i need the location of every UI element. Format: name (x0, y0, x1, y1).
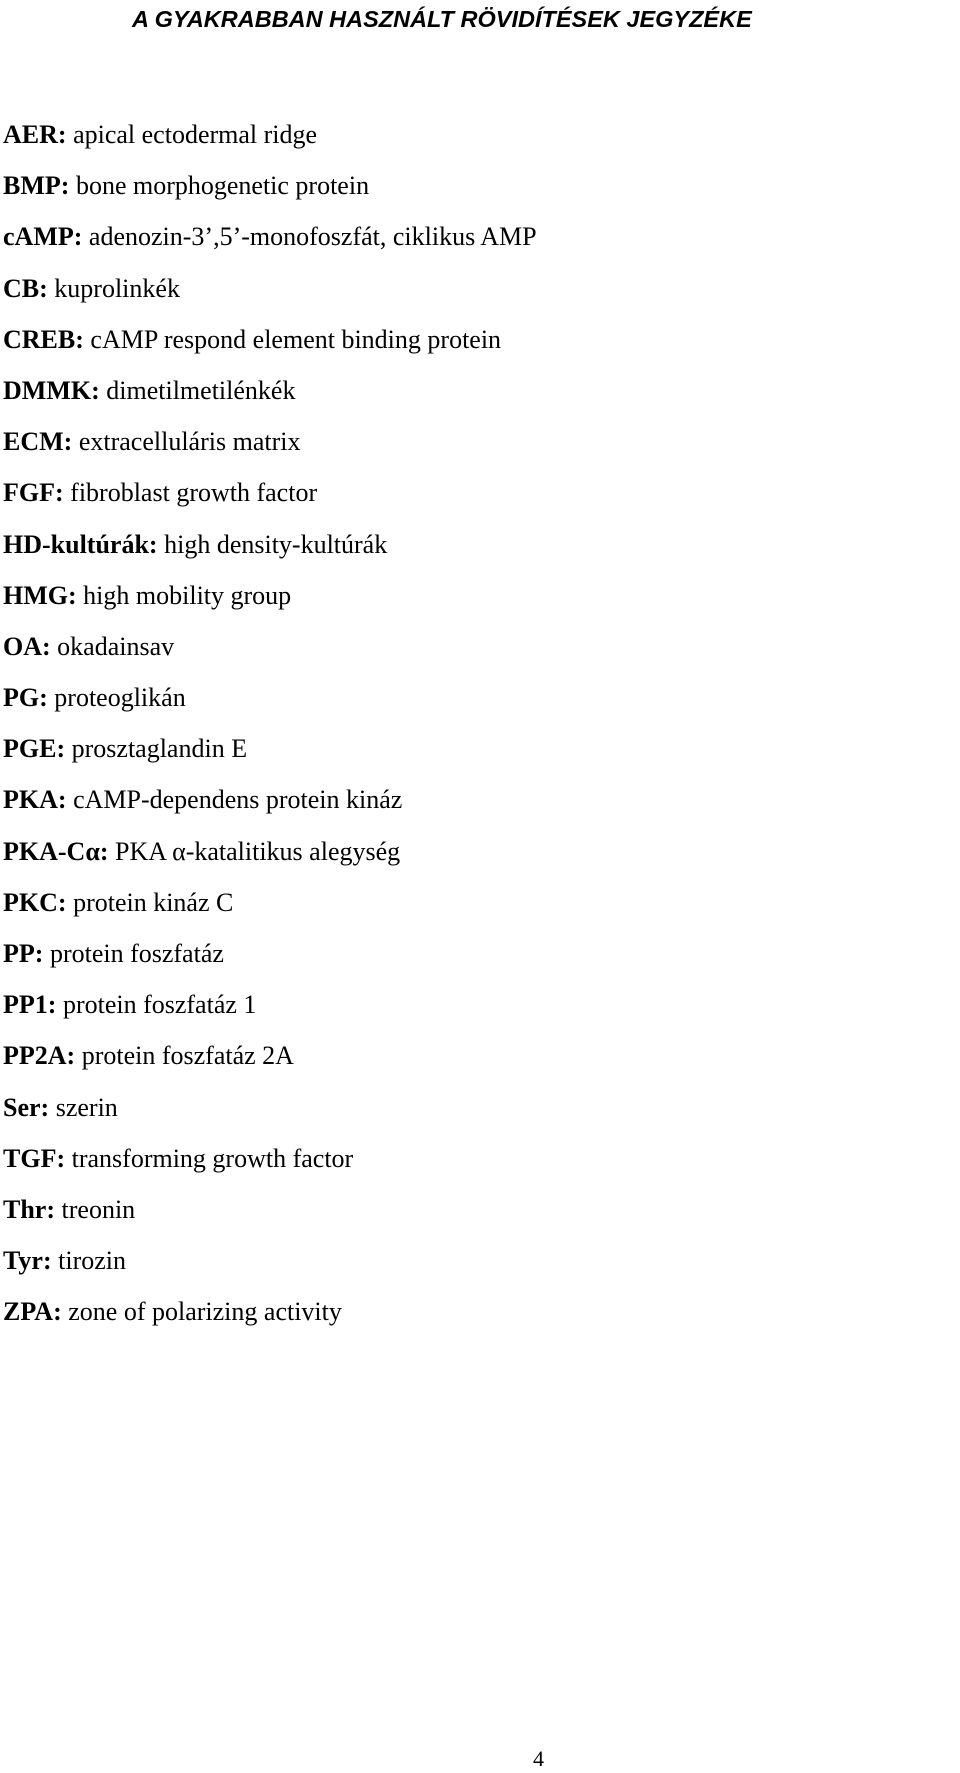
abbreviation-definition: szerin (55, 1092, 118, 1122)
abbreviation-separator: : (91, 375, 100, 405)
abbreviation-definition: apical ectodermal ridge (73, 120, 318, 149)
abbreviation-item (3, 939, 537, 990)
abbreviation-separator: : (46, 1194, 56, 1224)
abbreviation-item (3, 632, 537, 683)
abbreviation-list (3, 120, 537, 1349)
abbreviation-separator: : (57, 120, 67, 149)
abbreviation-term: BMP (3, 171, 61, 201)
abbreviation-definition: treonin (61, 1194, 136, 1224)
abbreviation-separator: : (56, 734, 66, 764)
abbreviation-separator: : (42, 631, 51, 661)
abbreviation-separator: : (57, 785, 67, 815)
abbreviation-item (3, 581, 537, 632)
abbreviation-term: FGF (3, 478, 55, 508)
abbreviation-item (3, 1144, 537, 1195)
abbreviation-separator: : (73, 222, 83, 252)
page-number: 4 (533, 1746, 544, 1771)
abbreviation-term: PKA-Cα (3, 836, 100, 866)
abbreviation-item (3, 478, 537, 529)
abbreviation-separator: : (57, 887, 67, 917)
abbreviation-separator: : (53, 1297, 62, 1327)
abbreviation-term: TGF (3, 1143, 57, 1173)
abbreviation-term: Thr (3, 1194, 47, 1224)
abbreviation-definition: dimetilmetilénkék (106, 375, 296, 405)
abbreviation-term: PP (3, 939, 35, 968)
abbreviation-term: ECM (3, 427, 64, 457)
abbreviation-term: Ser (3, 1092, 41, 1122)
abbreviation-definition: cAMP-dependens protein kináz (73, 785, 403, 815)
abbreviation-definition: kuprolinkék (54, 273, 180, 303)
abbreviation-item (3, 1246, 537, 1297)
abbreviation-separator: : (47, 990, 57, 1020)
abbreviation-definition: extracelluláris matrix (78, 427, 301, 457)
abbreviation-item (3, 734, 537, 785)
abbreviation-term: CB (3, 273, 40, 303)
abbreviation-definition: proteoglikán (54, 683, 186, 713)
abbreviation-term: OA (3, 631, 42, 661)
abbreviation-definition: bone morphogenetic protein (75, 171, 370, 201)
abbreviation-definition: protein kináz C (73, 887, 234, 917)
abbreviation-item (3, 683, 537, 734)
abbreviation-item (3, 990, 537, 1041)
abbreviation-term: PG (3, 683, 40, 713)
abbreviation-term: PP2A (3, 1041, 67, 1071)
abbreviation-item (3, 274, 537, 325)
abbreviation-definition: protein foszfatáz (49, 939, 224, 968)
abbreviation-separator: : (55, 478, 64, 508)
page-title: A GYAKRABBAN HASZNÁLT RÖVIDÍTÉSEK JEGYZÉKE (132, 6, 752, 32)
abbreviation-definition: cAMP respond element binding protein (90, 324, 502, 354)
abbreviation-separator: : (40, 1092, 50, 1122)
abbreviation-separator: : (56, 1143, 66, 1173)
abbreviation-separator: : (42, 1246, 52, 1276)
abbreviation-term: CREB (3, 324, 76, 354)
abbreviation-item (3, 1297, 537, 1348)
abbreviation-separator: : (68, 580, 77, 610)
abbreviation-item (3, 1093, 537, 1144)
abbreviation-item (3, 1041, 537, 1092)
abbreviation-item (3, 120, 537, 171)
abbreviation-item (3, 785, 537, 836)
abbreviation-definition: high density-kultúrák (164, 529, 388, 559)
abbreviation-item (3, 171, 537, 222)
abbreviation-separator: : (60, 171, 70, 201)
abbreviation-definition: prosztaglandin E (71, 734, 248, 764)
abbreviation-term: PGE (3, 734, 57, 764)
abbreviation-definition: PKA α-katalitikus alegység (115, 836, 401, 866)
abbreviation-item (3, 427, 537, 478)
abbreviation-separator: : (63, 427, 73, 457)
abbreviation-separator: : (148, 529, 158, 559)
abbreviation-term: AER (3, 120, 58, 149)
abbreviation-definition: high mobility group (83, 580, 292, 610)
abbreviation-separator: : (66, 1041, 76, 1071)
abbreviation-term: ZPA (3, 1297, 54, 1327)
abbreviation-term: PKC (3, 887, 58, 917)
abbreviation-item (3, 325, 537, 376)
abbreviation-term: HMG (3, 580, 68, 610)
abbreviation-definition: protein foszfatáz 1 (62, 990, 257, 1020)
abbreviation-item (3, 530, 537, 581)
abbreviation-definition: okadainsav (57, 631, 175, 661)
abbreviation-definition: zone of polarizing activity (68, 1297, 342, 1327)
abbreviation-term: cAMP (3, 222, 74, 252)
abbreviation-separator: : (99, 836, 109, 866)
abbreviation-item (3, 837, 537, 888)
abbreviation-definition: tirozin (58, 1246, 126, 1276)
abbreviation-separator: : (34, 939, 44, 968)
abbreviation-item (3, 376, 537, 427)
abbreviation-separator: : (39, 273, 48, 303)
abbreviation-term: PP1 (3, 990, 48, 1020)
abbreviation-term: DMMK (3, 375, 92, 405)
abbreviation-definition: fibroblast growth factor (70, 478, 318, 508)
abbreviation-item (3, 888, 537, 939)
abbreviation-item (3, 222, 537, 273)
abbreviation-item (3, 1195, 537, 1246)
abbreviation-term: Tyr (3, 1246, 43, 1276)
abbreviation-definition: protein foszfatáz 2A (81, 1041, 294, 1071)
abbreviation-definition: transforming growth factor (71, 1143, 354, 1173)
abbreviation-term: HD-kultúrák (3, 529, 149, 559)
abbreviation-term: PKA (3, 785, 58, 815)
abbreviation-separator: : (75, 324, 84, 354)
abbreviation-separator: : (39, 683, 48, 713)
abbreviation-definition: adenozin-3’,5’-monofoszfát, ciklikus AMP (88, 222, 537, 252)
